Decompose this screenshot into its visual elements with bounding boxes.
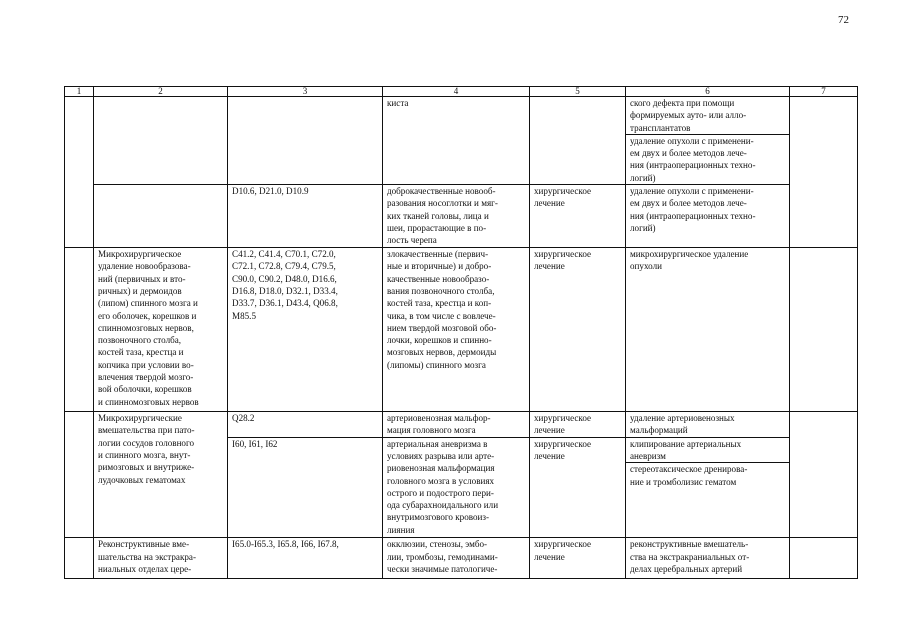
cell-icd-codes: I65.0-I65.3, I65.8, I66, I67.8, bbox=[228, 538, 383, 579]
cell-method: удаление артериовенозных мальформаций bbox=[626, 412, 790, 438]
header-col-5: 5 bbox=[530, 87, 626, 97]
cell-col-3 bbox=[228, 97, 383, 185]
cell-method: микрохирургическое удаление опухоли bbox=[626, 248, 790, 412]
cell-col-7 bbox=[790, 97, 858, 248]
cell-col-5 bbox=[530, 97, 626, 185]
cell-col-1 bbox=[65, 538, 94, 579]
cell-method: клипирование артериальных аневризм bbox=[626, 437, 790, 463]
cell-intervention: Микрохирургические вмешательства при пато- логии сосудов головного и спинного мозга, внут- римозговых и внутриже- лудочковых гематомах bbox=[94, 412, 228, 538]
header-col-4: 4 bbox=[383, 87, 530, 97]
cell-col-7 bbox=[790, 412, 858, 538]
table-header-row bbox=[65, 87, 858, 97]
cell-treatment-type: хирургическое лечение bbox=[530, 437, 626, 538]
cell-diagnosis: злокачественные (первич- ные и вторичные) и добро- качественные новообразо- вания позвоночного столба, костей таза, крестца и коп- чика, в том числе с вовлече- нием твердой мозговой обо- лочки, корешков и спинно- мозговых нервов, дермоиды (липомы) спинного мозга bbox=[383, 248, 530, 412]
cell-diagnosis: окклюзии, стенозы, эмбо- лии, тромбозы, гемодинами- чески значимые патологиче- bbox=[383, 538, 530, 579]
table-row bbox=[65, 538, 858, 579]
cell-col-1 bbox=[65, 97, 94, 248]
header-col-1: 1 bbox=[65, 87, 94, 97]
cell-intervention: Микрохирургическое удаление новообразова- ний (первичных и вто- ричных) и дермоидов (липом) спинного мозга и его оболочек, корешков и спинномозговых нервов, позвоночного столба, костей таза, крестца и копчика при условии во- влечения твердой мозго- вой оболочки, корешков и спинномозговых нервов bbox=[94, 248, 228, 412]
cell-diagnosis: киста bbox=[383, 97, 530, 185]
cell-intervention: Реконструктивные вме- шательства на экстракра- ниальных отделах цере- bbox=[94, 538, 228, 579]
cell-col-2 bbox=[94, 97, 228, 185]
page-number: 72 bbox=[838, 14, 849, 26]
table-row bbox=[65, 185, 858, 248]
cell-treatment-type: хирургическое лечение bbox=[530, 248, 626, 412]
cell-diagnosis: артериовенозная мальфор- мация головного мозга bbox=[383, 412, 530, 438]
cell-icd-codes: D10.6, D21.0, D10.9 bbox=[228, 185, 383, 248]
procedures-table bbox=[64, 86, 858, 579]
header-col-3: 3 bbox=[228, 87, 383, 97]
cell-treatment-type: хирургическое лечение bbox=[530, 538, 626, 579]
table-row bbox=[65, 97, 858, 135]
header-col-2: 2 bbox=[94, 87, 228, 97]
cell-method: ского дефекта при помощи формируемых ауто- или алло- трансплантатов bbox=[626, 97, 790, 135]
cell-col-2 bbox=[94, 185, 228, 248]
cell-col-1 bbox=[65, 412, 94, 538]
table-row bbox=[65, 248, 858, 412]
cell-icd-codes: C41.2, C41.4, C70.1, C72.0, C72.1, C72.8, C79.4, C79.5, C90.0, C90.2, D48.0, D16.6, D16.8, D18.0, D32.1, D33.4, D33.7, D36.1, D43.4, Q06.8, M85.5 bbox=[228, 248, 383, 412]
cell-diagnosis: артериальная аневризма в условиях разрыва или арте- риовенозная мальформация головного мозга в условиях острого и подострого пери- ода субарахноидального или внутримозгового кровоиз- лияния bbox=[383, 437, 530, 538]
page-bottom-margin bbox=[0, 593, 905, 640]
cell-col-7 bbox=[790, 248, 858, 412]
cell-treatment-type: хирургическое лечение bbox=[530, 185, 626, 248]
table-row bbox=[65, 412, 858, 438]
cell-col-1 bbox=[65, 248, 94, 412]
header-col-7: 7 bbox=[790, 87, 858, 97]
cell-treatment-type: хирургическое лечение bbox=[530, 412, 626, 438]
cell-icd-codes: Q28.2 bbox=[228, 412, 383, 438]
cell-method: реконструктивные вмешатель- ства на экстракраниальных от- делах церебральных артерий bbox=[626, 538, 790, 579]
cell-diagnosis: доброкачественные новооб- разования носоглотки и мяг- ких тканей головы, лица и шеи, прорастающие в по- лость черепа bbox=[383, 185, 530, 248]
cell-method: стереотаксическое дренирова- ние и тромболизис гематом bbox=[626, 463, 790, 538]
cell-method: удаление опухоли с применени- ем двух и более методов лече- ния (интраоперационных техно- логий) bbox=[626, 185, 790, 248]
cell-col-7 bbox=[790, 538, 858, 579]
cell-method: удаление опухоли с применени- ем двух и более методов лече- ния (интраоперационных техно- логий) bbox=[626, 134, 790, 184]
header-col-6: 6 bbox=[626, 87, 790, 97]
cell-icd-codes: I60, I61, I62 bbox=[228, 437, 383, 538]
